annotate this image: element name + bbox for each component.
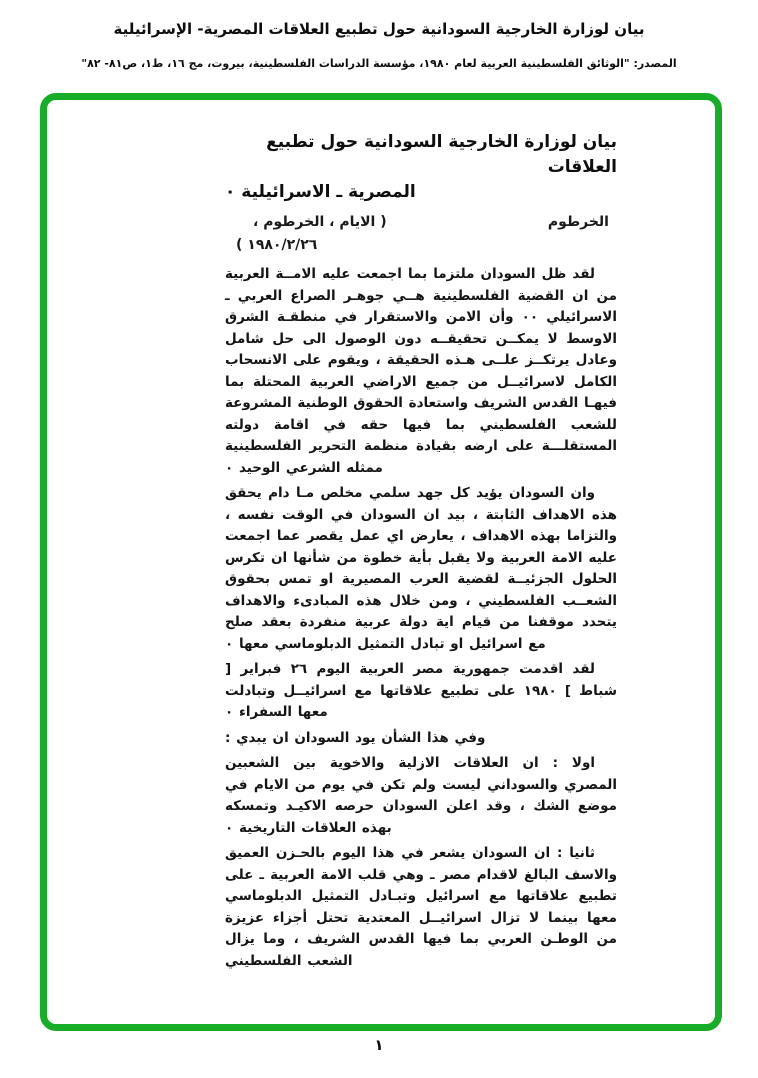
document-paragraph: لقد ظل السودان ملتزما بما اجمعت عليه الامــة العربية من ان القضية الفلسطينية هــي جوهـر الصراع العربي ـ الاسرائيلي ٠٠ وأن الامن والاستقرار في منطقـة الشرق الاوسط لا يمكــن تحقيقــه دون الوصول الى حل شامل وعادل يرتكــز علــى هـذه الحقيقة ، ويقوم على الانسحاب الكامل لاسرائيــل من جميع الاراضي العربية المحتلة بما فيهـا القدس الشريف واستعادة الحقوق الوطنية المشروعة للشعب الفلسطيني بما فيها حقه في اقامة دولته المستقلـــة على ارضه بقيادة منظمة التحرير الفلسطينية ممثله الشرعي الوحيد ٠ <box>225 266 617 476</box>
document-title-line1: بيان لوزارة الخارجية السودانية حول تطبيع العلاقات <box>266 132 617 177</box>
header-title: بيان لوزارة الخارجية السودانية حول تطبيع العلاقات المصرية- الإسرائيلية <box>113 20 645 38</box>
dateline-location: الخرطوم <box>547 214 609 230</box>
dateline <box>225 214 617 260</box>
document-body-column <box>225 130 617 976</box>
page-number: ١ <box>374 1036 384 1054</box>
document-paragraph: ثانيا : ان السودان يشعر في هذا اليوم بالحـزن العميق والاسف البالغ لاقدام مصر ـ وهي قلب الامة العربية ـ على تطبيع علاقاتها مع اسرائيل وتبـادل التمثيل الدبلوماسي معها بينما لا تزال اسرائيــل المعتدية تحتل أجزاء عزيزة من الوطـن العربي بما فيها القدس الشريف ، وما يزال الشعب الفلسطيني <box>225 845 617 969</box>
document-paragraphs <box>225 264 617 972</box>
document-paragraph: وفي هذا الشأن يود السودان ان يبدي : <box>225 729 486 746</box>
document-paragraph: وان السودان يؤيد كل جهد سلمي مخلص مـا دام يحقق هذه الاهداف الثابتة ، بيد ان السودان في الوقت نفسه ، والتزاما بهذه الاهداف ، يعارض اي عمل يقصر عما اجمعت عليه الامة العربية ولا يقبل بأية خطوة من شأنها ان تكرس الحلول الجزئيــة لقضية العرب المصيرية او تمس بحقوق الشعــب الفلسطيني ، ومن خلال هذه المبادىء والاهداف يتحدد موقفنا من قيام اية دولة عربية منفردة بعقد صلح مع اسرائيل او تبادل التمثيل الدبلوماسي معها ٠ <box>225 485 617 652</box>
dateline-source-line1: ( الايام ، الخرطوم ، <box>253 214 387 230</box>
document-title-line2: المصرية ـ الاسرائيلية ٠ <box>225 182 416 202</box>
dateline-source-line2: ١٩٨٠/٢/٢٦ ) <box>236 237 318 253</box>
highlight-frame <box>40 93 722 1031</box>
document-paragraph: اولا : ان العلاقات الازلية والاخوية بين الشعبين المصري والسوداني ليست ولم تكن في يوم من الايام في موضع الشك ، وقد اعلن السودان حرصه الاكيـد وتمسكه بهذه العلاقات التاريخية ٠ <box>225 755 617 836</box>
document-paragraph: لقد اقدمت جمهورية مصر العربية اليوم ٢٦ فبراير [ شباط ] ١٩٨٠ على تطبيع علاقاتها مع اسرائيــل وتبادلت معها السفراء ٠ <box>225 661 617 720</box>
header-source-line: المصدر: "الوثائق الفلسطينية العربية لعام ١٩٨٠، مؤسسة الدراسات الفلسطينية، بيروت، مج ١٦، ط١، ص٨١- ٨٢" <box>81 57 677 70</box>
